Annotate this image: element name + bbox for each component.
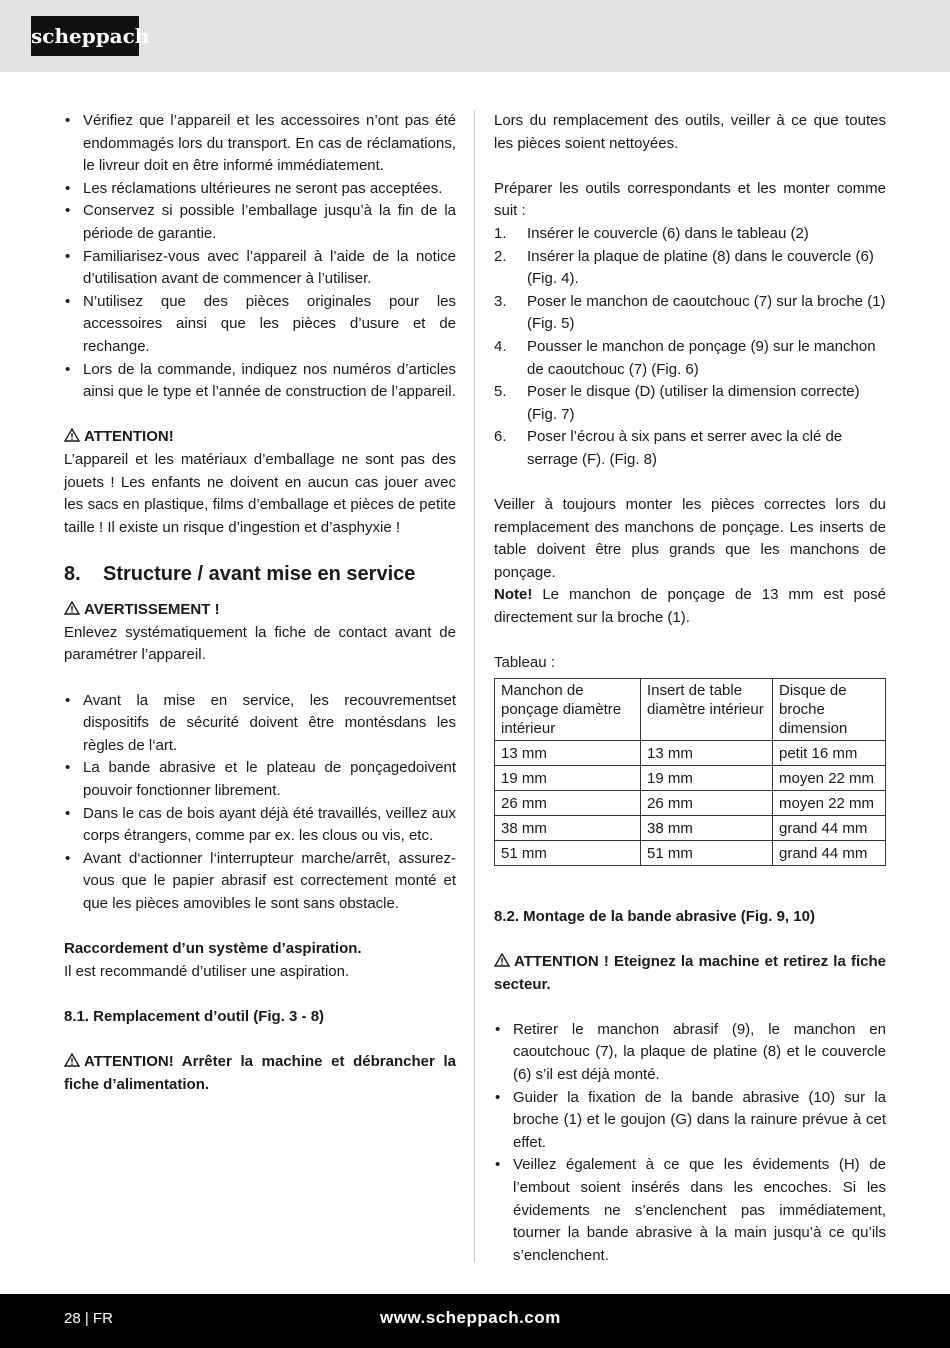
dimension-table: [494, 678, 886, 866]
warning-triangle-icon: [64, 1053, 80, 1067]
list-item: • Retirer le manchon abrasif (9), le manchon en caoutchouc (7), la plaque de platine (8) et le couvercle (6) s’il est déjà monté.: [494, 1019, 886, 1087]
right-column: [494, 110, 886, 1267]
table-cell: 19 mm: [641, 765, 773, 790]
table-row: [495, 815, 886, 840]
step-item: 4. Pousser le manchon de ponçage (9) sur le manchon de caoutchouc (7) (Fig. 6): [494, 337, 876, 378]
prepare-text: Préparer les outils correspondants et les monter comme suit :: [494, 179, 886, 220]
attention-title: ATTENTION!: [84, 428, 174, 446]
list-item: • N’utilisez que des pièces originales pour les accessoires ainsi que les pièces d’usure et de rechange.: [64, 291, 456, 359]
section-number: 8.: [64, 563, 81, 586]
table-cell: petit 16 mm: [773, 740, 886, 765]
left-column: [64, 110, 456, 1096]
table-cell: 38 mm: [641, 815, 773, 840]
list-item: • Conservez si possible l’emballage jusqu’à la fin de la période de garantie.: [64, 200, 456, 245]
page-number: 28 | FR: [64, 1310, 113, 1327]
section-title: Structure / avant mise en service: [103, 563, 416, 586]
list-item: • Les réclamations ultérieures ne seront pas acceptées.: [64, 178, 456, 201]
table-row: [495, 740, 886, 765]
list-item: • Dans le cas de bois ayant déjà été travaillés, veillez aux corps étrangers, comme par ex. les clous ou vis, etc.: [64, 803, 456, 848]
table-header-cell: Insert de table diamètre intérieur: [641, 678, 773, 740]
list-item: • Avant d‘actionner l‘interrupteur marche/arrêt, assurez-vous que le papier abrasif est correctement monté et que les pièces amovibles le sont sans obstacle.: [64, 848, 456, 916]
table-cell: 13 mm: [495, 740, 641, 765]
table-cell: grand 44 mm: [773, 840, 886, 865]
table-row: [495, 790, 886, 815]
list-item: • Guider la fixation de la bande abrasive (10) sur la broche (1) et le goujon (G) dans la rainure prévue à cet effet.: [494, 1087, 886, 1155]
list-item: • Avant la mise en service, les recouvrementset dispositifs de sécurité doivent être montésdans les règles de l‘art.: [64, 690, 456, 758]
subsection-8-1-title: 8.1. Remplacement d’outil (Fig. 3 - 8): [64, 1007, 325, 1025]
website-link[interactable]: www.scheppach.com: [380, 1308, 561, 1327]
table-cell: moyen 22 mm: [773, 765, 886, 790]
list-item: • Familiarisez-vous avec l’appareil à l’aide de la notice d’utilisation avant de commencer à l’utiliser.: [64, 246, 456, 291]
step-item: 6. Poser l’écrou à six pans et serrer avec la clé de serrage (F). (Fig. 8): [494, 428, 843, 468]
bullet-list-delivery: [64, 110, 456, 404]
table-cell: moyen 22 mm: [773, 790, 886, 815]
step-item: 1. Insérer le couvercle (6) dans le tableau (2): [494, 224, 809, 242]
table-header-row: [495, 678, 886, 740]
table-header-cell: Manchon de ponçage diamètre intérieur: [495, 678, 641, 740]
attention-text: L’appareil et les matériaux d’emballage ne sont pas des jouets ! Les enfants ne doivent en aucun cas jouer avec les sacs en plastique, films d’emballage et pièces de petite taille ! Il existe un risque d’ingestion et d’asphyxie !: [64, 450, 456, 536]
table-label: Tableau :: [494, 654, 555, 672]
section-heading: [64, 555, 456, 593]
table-cell: 13 mm: [641, 740, 773, 765]
intro-text: Lors du remplacement des outils, veiller à ce que toutes les pièces soient nettoyées.: [494, 112, 886, 152]
page-header: [0, 0, 950, 72]
warning-title: AVERTISSEMENT !: [84, 601, 220, 619]
warning-triangle-icon: [64, 601, 80, 615]
subsection-8-2-title: 8.2. Montage de la bande abrasive (Fig. 9, 10): [494, 907, 815, 925]
table-row: [495, 840, 886, 865]
warning-text: Enlevez systématiquement la fiche de contact avant de paramétrer l’appareil.: [64, 623, 456, 664]
warning-triangle-icon: [494, 953, 510, 967]
attention-heading: [64, 426, 456, 449]
attention-stop-machine: [64, 1051, 456, 1096]
bullet-list-belt: [494, 1019, 886, 1268]
step-item: 5. Poser le disque (D) (utiliser la dimension correcte) (Fig. 7): [494, 383, 860, 423]
veiller-paragraph: Veiller à toujours monter les pièces correctes lors du remplacement des manchons de ponçage. Les inserts de table doivent être plus grands que les manchons de ponçage.: [494, 496, 886, 581]
attention-stop-text: ATTENTION! Arrêter la machine et débrancher la fiche d’alimentation.: [64, 1053, 456, 1093]
table-cell: 51 mm: [495, 840, 641, 865]
note-text: Le manchon de ponçage de 13 mm est posé directement sur la broche (1).: [494, 586, 886, 627]
steps-list: [494, 223, 886, 472]
table-cell: 26 mm: [641, 790, 773, 815]
bullet-list-setup: [64, 690, 456, 916]
attention-switch-off-text: ATTENTION ! Eteignez la machine et retirez la fiche secteur.: [494, 953, 886, 993]
warning-heading: [64, 599, 456, 622]
list-item: • Vérifiez que l’appareil et les accessoires n’ont pas été endommagés lors du transport. En cas de réclamations, le livreur doit en être informé immédiatement.: [64, 110, 456, 178]
list-item: • Veillez également à ce que les évidements (H) de l’embout soient insérés dans les encoches. Si les évidements ne s’enclenchent pas immédiatement, tourner la bande abrasive à la main jusqu’à ce qu’ils s’enclenchent.: [494, 1154, 886, 1267]
list-item: • La bande abrasive et le plateau de ponçagedoivent pouvoir fonctionner librement.: [64, 757, 456, 802]
list-item: • Lors de la commande, indiquez nos numéros d’articles ainsi que le type et l’année de construction de l’appareil.: [64, 359, 456, 404]
page-footer: [0, 1294, 950, 1348]
step-item: 3. Poser le manchon de caoutchouc (7) sur la broche (1) (Fig. 5): [494, 292, 886, 333]
table-cell: 26 mm: [495, 790, 641, 815]
suction-title: Raccordement d’un système d’aspiration.: [64, 940, 362, 958]
table-cell: grand 44 mm: [773, 815, 886, 840]
step-item: 2. Insérer la plaque de platine (8) dans le couvercle (6) (Fig. 4).: [494, 247, 874, 288]
table-header-cell: Disque de broche dimension: [773, 678, 886, 740]
warning-triangle-icon: [64, 428, 80, 442]
attention-switch-off: [494, 951, 886, 996]
column-divider: [474, 110, 475, 1262]
note-paragraph: [494, 584, 886, 629]
table-cell: 38 mm: [495, 815, 641, 840]
table-cell: 51 mm: [641, 840, 773, 865]
table-cell: 19 mm: [495, 765, 641, 790]
scheppach-logo: scheppach: [31, 16, 139, 56]
suction-text: Il est recommandé d’utiliser une aspiration.: [64, 962, 350, 980]
table-row: [495, 765, 886, 790]
note-label: Note!: [494, 586, 533, 604]
